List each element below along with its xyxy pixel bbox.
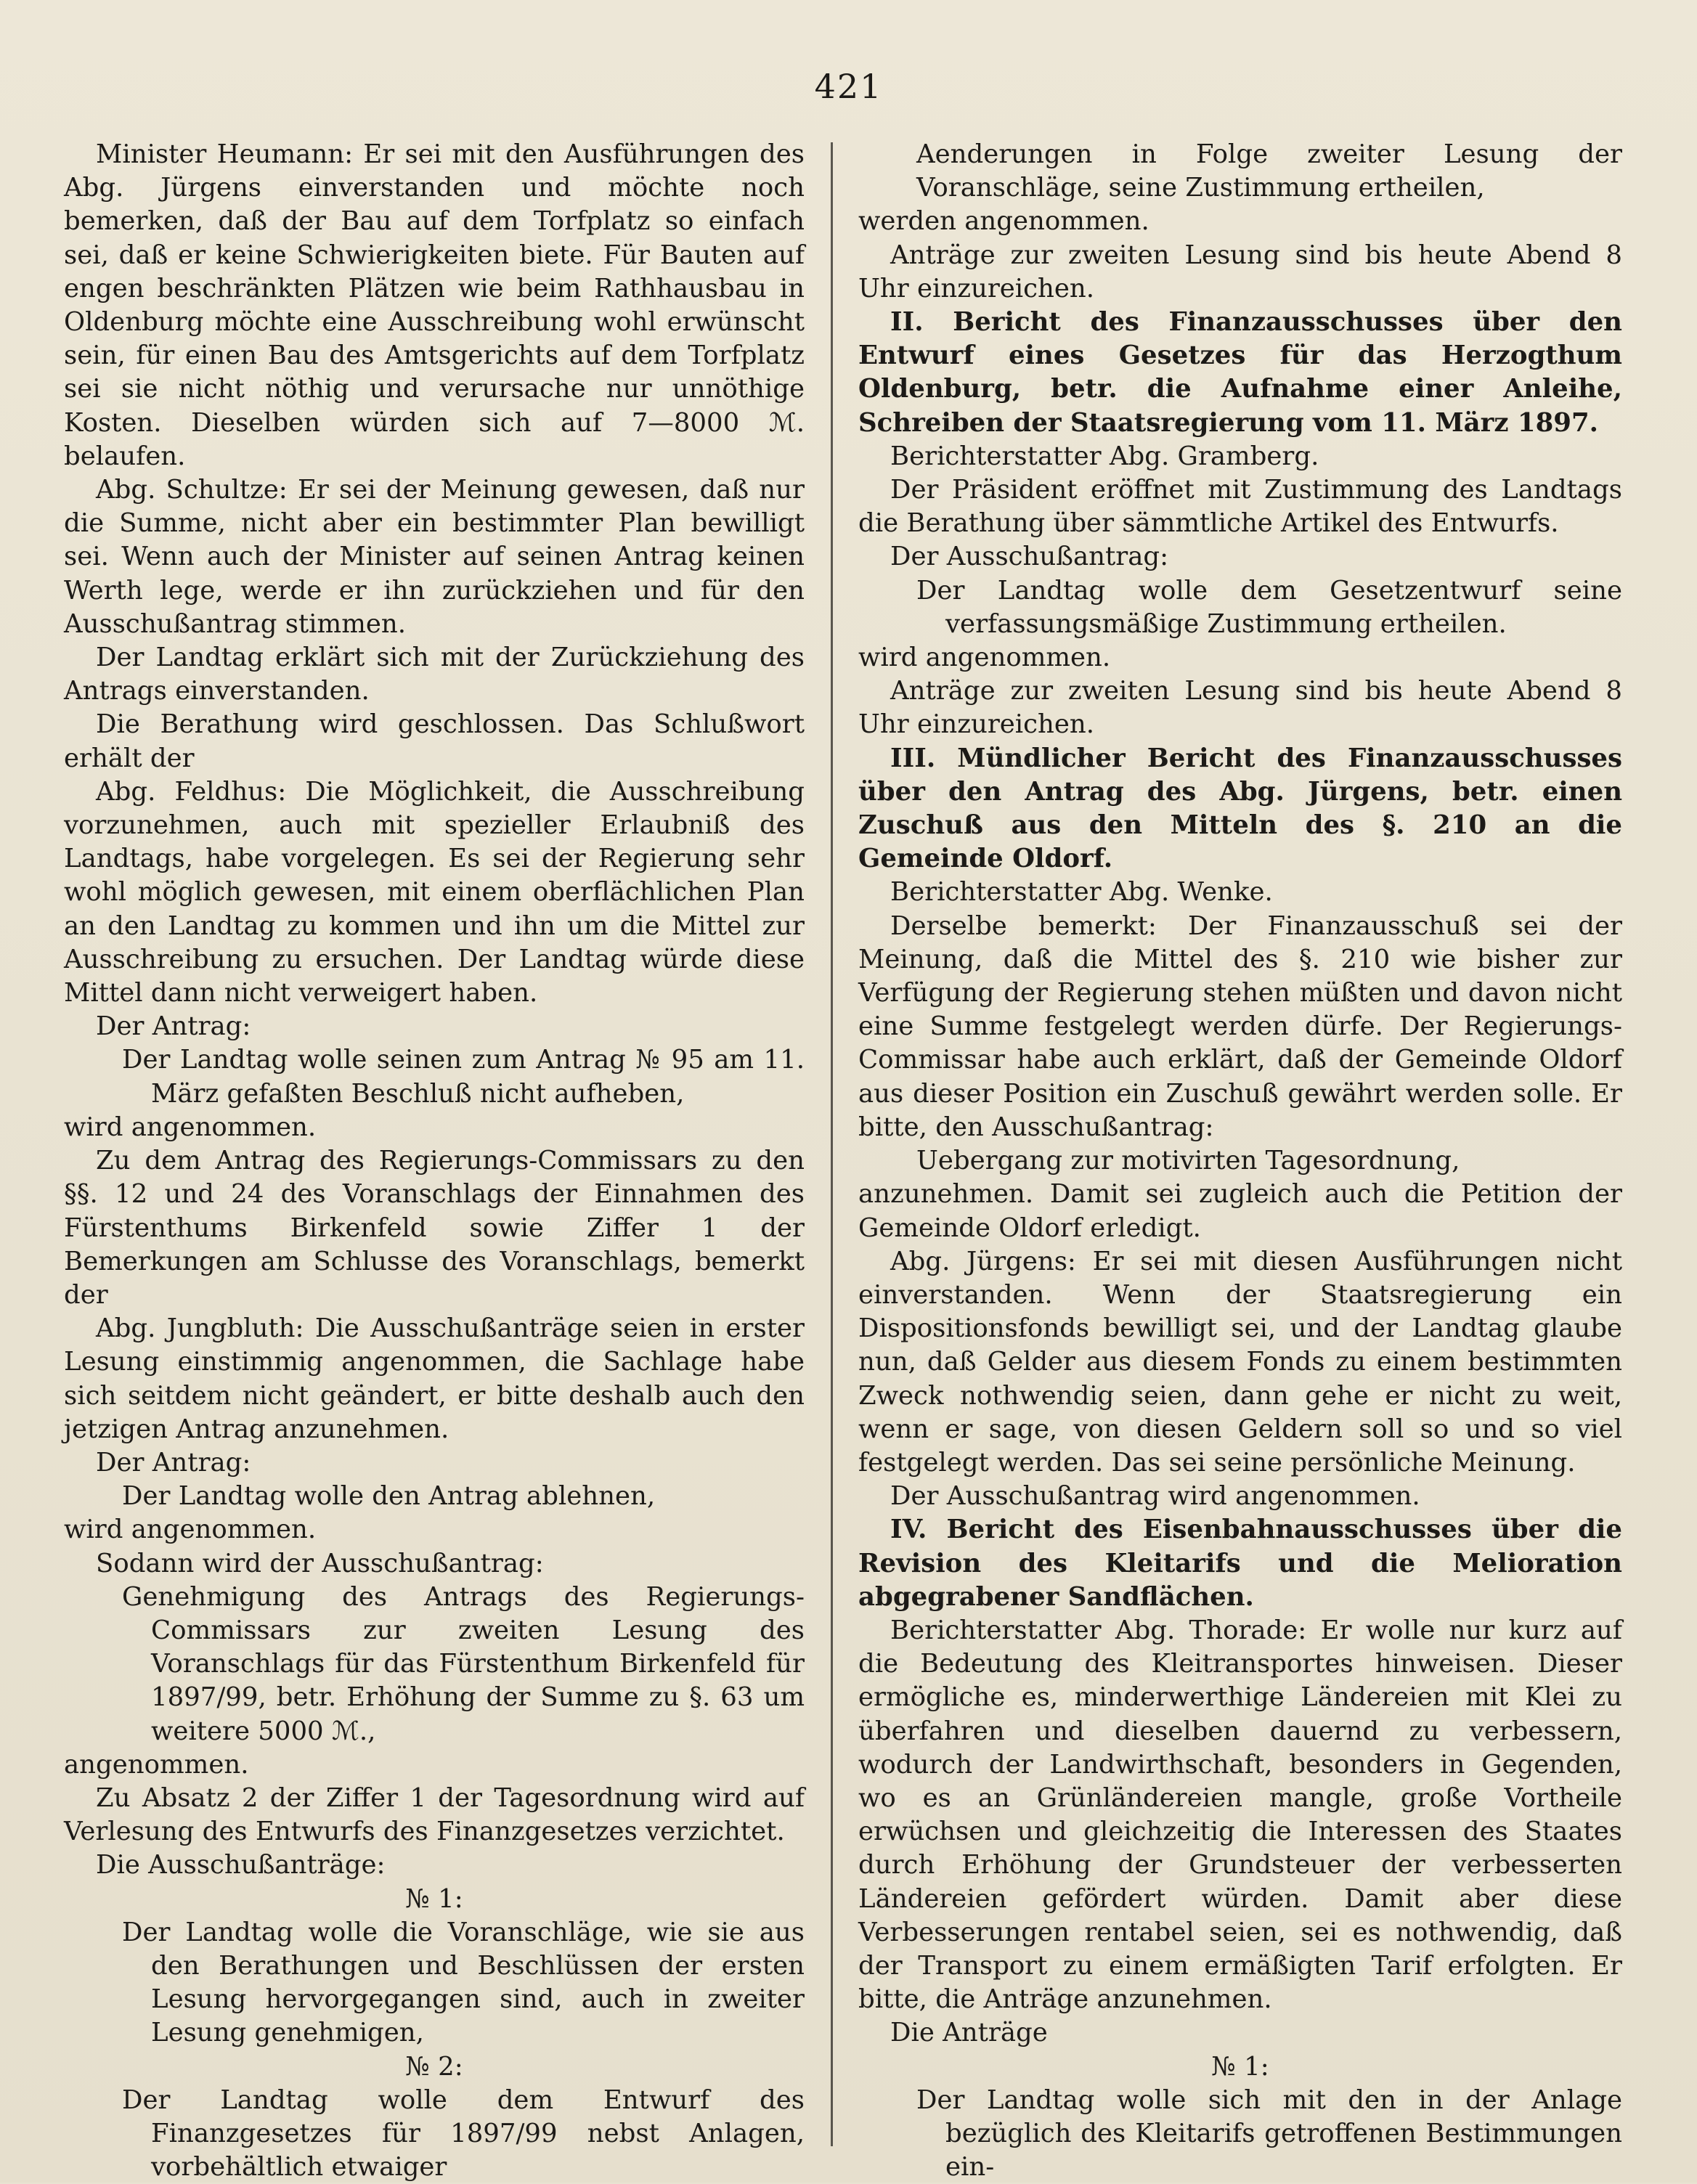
- left-paragraph: wird angenommen.: [64, 1112, 317, 1142]
- right-paragraph: Aenderungen in Folge zweiter Lesung der Voranschläge, seine Zustimmung ertheilen,: [916, 139, 1622, 203]
- left-paragraph: Der Antrag:: [96, 1447, 251, 1478]
- right-paragraph: anzunehmen. Damit sei zugleich auch die Petition der Gemeinde Oldorf erledigt.: [858, 1179, 1622, 1243]
- left-paragraph: Abg. Schultze: Er sei der Meinung gewesen, daß nur die Summe, nicht aber ein bestimmter Plan bewilligt sei. Wenn auch der Minister auf seinen Antrag keinen Werth lege, werde er ihn zurückziehen und für den Ausschußantrag stimmen.: [64, 475, 805, 639]
- right-paragraph: II. Bericht des Finanzausschusses über den Entwurf eines Gesetzes für das Herzogthum Oldenburg, betr. die Aufnahme einer Anleihe, Schreiben der Staatsregierung vom 11. März 1897.: [858, 307, 1622, 438]
- left-column: [64, 138, 805, 2184]
- right-paragraph: III. Mündlicher Bericht des Finanzausschusses über den Antrag des Abg. Jürgens, betr. einen Zuschuß aus den Mitteln des §. 210 an die Gemeinde Oldorf.: [858, 743, 1622, 874]
- right-paragraph: werden angenommen.: [858, 206, 1149, 237]
- right-paragraph: Die Anträge: [890, 2018, 1048, 2048]
- column-divider: [831, 142, 833, 2146]
- left-paragraph: Zu dem Antrag des Regierungs-Commissars zu den §§. 12 und 24 des Voranschlags der Einnahmen des Fürstenthums Birkenfeld sowie Ziffer 1 der Bemerkungen am Schlusse des Voranschlags, bemerkt der: [64, 1146, 805, 1310]
- left-paragraph: Die Ausschußanträge:: [96, 1850, 386, 1881]
- left-paragraph: Abg. Jungbluth: Die Ausschußanträge seien in erster Lesung einstimmig angenommen, die Sachlage habe sich seitdem nicht geändert, er bitte deshalb auch den jetzigen Antrag anzunehmen.: [64, 1313, 805, 1444]
- right-paragraph: Der Landtag wolle dem Gesetzentwurf seine verfassungsmäßige Zustimmung ertheilen.: [916, 575, 1622, 639]
- right-paragraph: Der Landtag wolle sich mit den in der Anlage bezüglich des Kleitarifs getroffenen Bestimmungen ein-: [916, 2085, 1622, 2183]
- left-paragraph: № 1:: [405, 1883, 463, 1914]
- right-paragraph: № 1:: [1211, 2051, 1269, 2082]
- left-paragraph: Abg. Feldhus: Die Möglichkeit, die Ausschreibung vorzunehmen, auch mit spezieller Erlaubniß des Landtags, habe vorgelegen. Es sei der Regierung sehr wohl möglich gewesen, mit einem oberflächlichen Plan an den Landtag zu kommen und ihn um die Mittel zur Ausschreibung zu ersuchen. Der Landtag würde diese Mittel dann nicht verweigert haben.: [64, 776, 805, 1009]
- right-paragraph: Uebergang zur motivirten Tagesordnung,: [916, 1146, 1460, 1176]
- right-paragraph: Berichterstatter Abg. Thorade: Er wolle nur kurz auf die Bedeutung des Kleitransportes hinweisen. Dieser ermögliche es, minderwerthige Ländereien mit Klei zu überfahren und dieselben dauernd zu verbessern, wodurch der Landwirthschaft, besonders in Gegenden, wo es an Grünländereien mangle, große Vortheile erwüchsen und gleichzeitig die Interessen des Staates durch Erhöhung der Grundsteuer der verbesserten Ländereien gefördert würden. Damit aber diese Verbesserungen rentabel seien, sei es nothwendig, daß der Transport zu einem ermäßigten Tarif erfolgten. Er bitte, die Anträge anzunehmen.: [858, 1615, 1622, 2015]
- left-paragraph: angenommen.: [64, 1749, 249, 1780]
- right-paragraph: Anträge zur zweiten Lesung sind bis heute Abend 8 Uhr einzureichen.: [858, 240, 1622, 303]
- left-paragraph: Der Landtag wolle die Voranschläge, wie sie aus den Berathungen und Beschlüssen der ersten Lesung hervorgegangen sind, auch in zweiter Lesung genehmigen,: [122, 1917, 805, 2048]
- left-paragraph: Der Landtag erklärt sich mit der Zurückziehung des Antrags einverstanden.: [64, 643, 805, 706]
- page-number: 421: [814, 67, 883, 106]
- left-paragraph: wird angenommen.: [64, 1515, 317, 1545]
- left-paragraph: Zu Absatz 2 der Ziffer 1 der Tagesordnung wird auf Verlesung des Entwurfs des Finanzgesetzes verzichtet.: [64, 1782, 805, 1847]
- right-paragraph: Derselbe bemerkt: Der Finanzausschuß sei der Meinung, daß die Mittel des §. 210 wie bisher zur Verfügung der Regierung stehen müßten und davon nicht eine Summe festgelegt werden dürfe. Der Regierungs-Commissar habe auch erklärt, daß der Gemeinde Oldorf aus dieser Position ein Zuschuß gewährt werden solle. Er bitte, den Ausschußantrag:: [858, 910, 1622, 1142]
- right-paragraph: Der Ausschußantrag:: [890, 542, 1169, 572]
- right-paragraph: Der Ausschußantrag wird angenommen.: [890, 1481, 1420, 1512]
- left-paragraph: Genehmigung des Antrags des Regierungs-Commissars zur zweiten Lesung des Voranschlags für das Fürstenthum Birkenfeld für 1897/99, betr. Erhöhung der Summe zu §. 63 um weitere 5000 ℳ.,: [122, 1581, 805, 1746]
- left-paragraph: Die Berathung wird geschlossen. Das Schlußwort erhält der: [64, 709, 805, 773]
- left-paragraph: Der Landtag wolle dem Entwurf des Finanzgesetzes für 1897/99 nebst Anlagen, vorbehältlich etwaiger: [122, 2085, 805, 2183]
- left-paragraph: № 2:: [405, 2051, 463, 2082]
- right-paragraph: wird angenommen.: [858, 643, 1111, 673]
- right-paragraph: Anträge zur zweiten Lesung sind bis heute Abend 8 Uhr einzureichen.: [858, 676, 1622, 740]
- right-paragraph: Abg. Jürgens: Er sei mit diesen Ausführungen nicht einverstanden. Wenn der Staatsregierung ein Dispositionsfonds bewilligt sei, und der Landtag glaube nun, daß Gelder aus diesem Fonds zu einem bestimmten Zweck nothwendig seien, dann gehe er nicht zu weit, wenn er sage, von diesen Geldern soll so und so viel festgelegt werden. Das sei seine persönliche Meinung.: [858, 1246, 1622, 1478]
- left-paragraph: Sodann wird der Ausschußantrag:: [96, 1548, 544, 1578]
- left-paragraph: Der Landtag wolle den Antrag ablehnen,: [122, 1481, 656, 1512]
- right-paragraph: Der Präsident eröffnet mit Zustimmung des Landtags die Berathung über sämmtliche Artikel des Entwurfs.: [858, 475, 1622, 539]
- left-paragraph: Minister Heumann: Er sei mit den Ausführungen des Abg. Jürgens einverstanden und möchte noch bemerken, daß der Bau auf dem Torfplatz so einfach sei, daß er keine Schwierigkeiten biete. Für Bauten auf engen beschränkten Plätzen wie beim Rathhausbau in Oldenburg möchte eine Ausschreibung wohl erwünscht sein, für einen Bau des Amtsgerichts auf dem Torfplatz sei sie nicht nöthig und verursache nur unnöthige Kosten. Dieselben würden sich auf 7—8000 ℳ. belaufen.: [64, 139, 805, 471]
- right-paragraph: IV. Bericht des Eisenbahnausschusses über die Revision des Kleitarifs und die Melioration abgegrabener Sandflächen.: [858, 1515, 1622, 1612]
- left-paragraph: Der Antrag:: [96, 1011, 251, 1042]
- right-paragraph: Berichterstatter Abg. Wenke.: [890, 877, 1273, 908]
- right-column: [858, 138, 1622, 2184]
- right-paragraph: Berichterstatter Abg. Gramberg.: [890, 441, 1319, 471]
- left-paragraph: Der Landtag wolle seinen zum Antrag № 95 am 11. März gefaßten Beschluß nicht aufheben,: [122, 1045, 805, 1109]
